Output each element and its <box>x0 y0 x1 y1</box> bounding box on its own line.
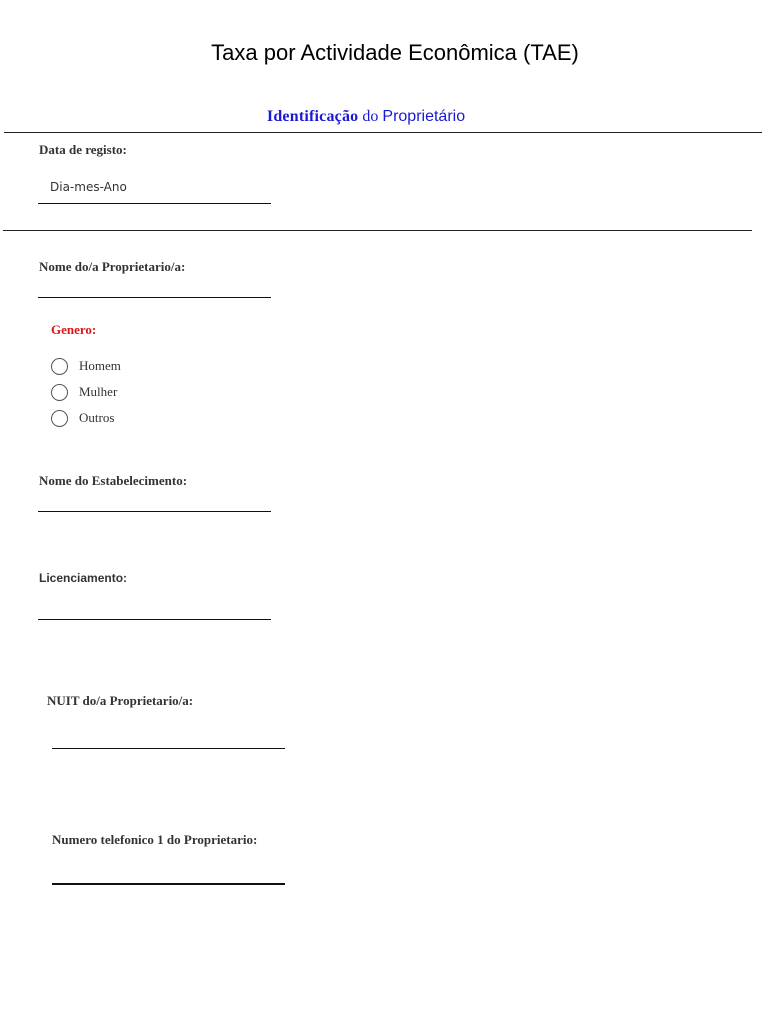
section-title <box>0 108 732 126</box>
licensing-label: Licenciamento: <box>39 571 128 585</box>
owner-name-underline <box>38 297 271 298</box>
nuit-field[interactable] <box>52 727 285 749</box>
nuit-underline <box>52 748 285 749</box>
radio-button[interactable] <box>51 358 68 375</box>
gender-label: Genero: <box>51 322 97 337</box>
gender-option-label: Outros <box>79 410 115 425</box>
licensing-field[interactable] <box>38 598 271 620</box>
nuit-label: NUIT do/a Proprietario/a: <box>47 693 194 708</box>
section-title-part-3: Proprietário <box>382 108 466 125</box>
gender-option-outros[interactable] <box>51 408 114 428</box>
section-divider-top <box>4 132 762 133</box>
page-title: Taxa por Actividade Econômica (TAE) <box>211 40 579 65</box>
registration-date-field[interactable] <box>38 174 271 204</box>
establishment-name-field[interactable] <box>38 490 271 512</box>
establishment-name-label: Nome do Estabelecimento: <box>39 473 188 488</box>
gender-option-homem[interactable] <box>51 356 121 376</box>
section-divider <box>3 230 752 231</box>
owner-name-label: Nome do/a Proprietario/a: <box>39 259 186 274</box>
section-title-part-2: do <box>362 108 379 125</box>
phone-field[interactable] <box>52 862 285 886</box>
radio-button[interactable] <box>51 410 68 427</box>
phone-label: Numero telefonico 1 do Proprietario: <box>52 832 258 847</box>
gender-option-label: Homem <box>79 358 121 373</box>
section-title-part-1: Identificação <box>266 108 359 125</box>
phone-underline <box>52 883 285 885</box>
licensing-underline <box>38 619 271 620</box>
registration-date-label: Data de registo: <box>39 142 127 157</box>
gender-option-label: Mulher <box>79 384 118 399</box>
registration-date-placeholder: Dia-mes-Ano <box>50 180 127 194</box>
radio-button[interactable] <box>51 384 68 401</box>
owner-name-field[interactable] <box>38 276 271 298</box>
establishment-name-underline <box>38 511 271 512</box>
registration-date-underline <box>38 203 271 204</box>
gender-option-mulher[interactable] <box>51 382 117 402</box>
